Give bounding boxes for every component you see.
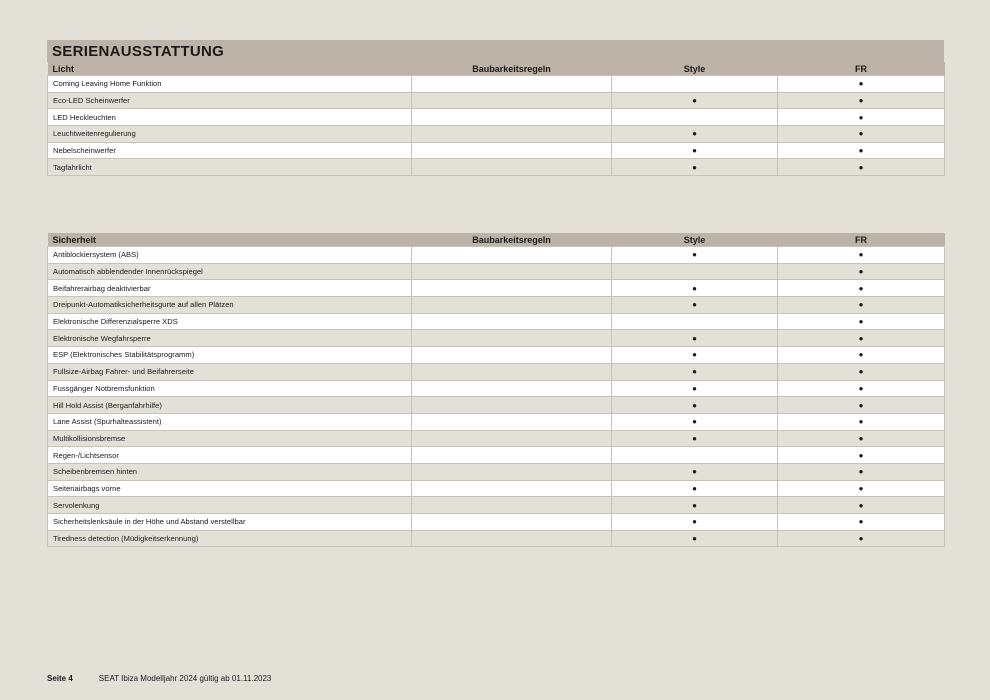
cell-text: Regen-/Lichtsensor — [53, 450, 119, 460]
style-cell — [612, 447, 778, 464]
column-header: Baubarkeitsregeln — [412, 62, 612, 76]
standard-dot-marker: ● — [858, 350, 864, 360]
fr-cell — [778, 380, 945, 397]
feature-name-cell — [48, 313, 412, 330]
cell-text: LED Heckleuchten — [53, 112, 116, 122]
standard-dot-marker: ● — [692, 433, 697, 443]
fr-cell — [778, 447, 945, 464]
style-cell — [612, 347, 778, 364]
feature-name-cell — [48, 463, 412, 480]
table-row — [48, 109, 945, 126]
standard-dot-marker: ● — [692, 300, 697, 310]
cell-text: Seitenairbags vorne — [53, 483, 121, 493]
rule-cell — [412, 480, 612, 497]
style-cell — [612, 142, 778, 159]
table-row — [48, 92, 945, 109]
fr-cell — [778, 413, 945, 430]
standard-dot-marker: ● — [692, 517, 697, 527]
table-header-row — [48, 233, 945, 247]
cell-text: Elektronische Differenzialsperre XDS — [53, 317, 178, 327]
style-cell — [612, 330, 778, 347]
cell-text: Elektronische Wegfahrsperre — [53, 333, 151, 343]
feature-name-cell — [48, 247, 412, 264]
rule-cell — [412, 447, 612, 464]
fr-cell — [778, 263, 945, 280]
table-row — [48, 126, 945, 143]
page-title: SERIENAUSSTATTUNG — [47, 40, 944, 62]
rule-cell — [412, 280, 612, 297]
cell-text: Automatisch abblendender Innenrückspiegel — [53, 267, 203, 277]
standard-dot-marker: ● — [858, 483, 864, 493]
cell-text: ESP (Elektronisches Stabilitätsprogramm) — [53, 350, 195, 360]
standard-dot-marker: ● — [858, 162, 864, 172]
rule-cell — [412, 397, 612, 414]
standard-dot-marker: ● — [858, 267, 864, 277]
style-cell — [612, 463, 778, 480]
standard-dot-marker: ● — [858, 534, 864, 544]
rule-cell — [412, 92, 612, 109]
fr-cell — [778, 109, 945, 126]
table-row — [48, 380, 945, 397]
table-row — [48, 313, 945, 330]
fr-cell — [778, 363, 945, 380]
fr-cell — [778, 330, 945, 347]
style-cell — [612, 297, 778, 314]
style-cell — [612, 280, 778, 297]
page-number: Seite 4 — [47, 674, 73, 683]
table-row — [48, 497, 945, 514]
fr-cell — [778, 347, 945, 364]
feature-name-cell — [48, 347, 412, 364]
standard-dot-marker: ● — [692, 350, 697, 360]
rule-cell — [412, 247, 612, 264]
rule-cell — [412, 514, 612, 531]
rule-cell — [412, 313, 612, 330]
standard-dot-marker: ● — [858, 250, 864, 260]
rule-cell — [412, 530, 612, 547]
table-row — [48, 514, 945, 531]
table-row — [48, 430, 945, 447]
fr-cell — [778, 397, 945, 414]
cell-text: Leuchtweitenregulierung — [53, 129, 136, 139]
table-row — [48, 530, 945, 547]
feature-name-cell — [48, 480, 412, 497]
feature-name-cell — [48, 447, 412, 464]
standard-dot-marker: ● — [692, 500, 697, 510]
table-row — [48, 142, 945, 159]
standard-dot-marker: ● — [858, 317, 864, 327]
cell-text: Tiredness detection (Müdigkeitserkennung) — [53, 534, 199, 544]
feature-name-cell — [48, 380, 412, 397]
feature-name-cell — [48, 109, 412, 126]
style-cell — [612, 313, 778, 330]
standard-dot-marker: ● — [858, 96, 864, 106]
footer — [47, 674, 271, 683]
style-cell — [612, 247, 778, 264]
style-cell — [612, 263, 778, 280]
fr-cell — [778, 497, 945, 514]
fr-cell — [778, 76, 945, 93]
standard-dot-marker: ● — [692, 400, 697, 410]
standard-dot-marker: ● — [692, 467, 697, 477]
fr-cell — [778, 280, 945, 297]
table-row — [48, 363, 945, 380]
cell-text: Beifahrerairbag deaktivierbar — [53, 283, 151, 293]
standard-dot-marker: ● — [858, 146, 864, 156]
rule-cell — [412, 413, 612, 430]
standard-dot-marker: ● — [858, 112, 864, 122]
standard-dot-marker: ● — [692, 146, 697, 156]
rule-cell — [412, 330, 612, 347]
standard-dot-marker: ● — [858, 433, 864, 443]
cell-text: Eco-LED Scheinwerfer — [53, 96, 130, 106]
sicherheit-section — [47, 233, 944, 547]
table-row — [48, 480, 945, 497]
rule-cell — [412, 126, 612, 143]
fr-cell — [778, 480, 945, 497]
rule-cell — [412, 430, 612, 447]
cell-text: Dreipunkt-Automatiksicherheitsgurte auf allen Plätzen — [53, 300, 234, 310]
cell-text: Fullsize-Airbag Fahrer- und Beifahrerseite — [53, 367, 194, 377]
column-header: Style — [612, 233, 778, 247]
rule-cell — [412, 159, 612, 176]
standard-dot-marker: ● — [692, 162, 697, 172]
feature-name-cell — [48, 430, 412, 447]
fr-cell — [778, 297, 945, 314]
feature-name-cell — [48, 497, 412, 514]
rule-cell — [412, 76, 612, 93]
rule-cell — [412, 263, 612, 280]
style-cell — [612, 497, 778, 514]
style-cell — [612, 159, 778, 176]
table-row — [48, 463, 945, 480]
standard-dot-marker: ● — [692, 250, 697, 260]
standard-dot-marker: ● — [692, 367, 697, 377]
cell-text: Coming Leaving Home Funktion — [53, 79, 162, 89]
rule-cell — [412, 363, 612, 380]
cell-text: Nebelscheinwerfer — [53, 146, 116, 156]
table-row — [48, 413, 945, 430]
standard-dot-marker: ● — [692, 534, 697, 544]
feature-name-cell — [48, 297, 412, 314]
standard-dot-marker: ● — [858, 333, 864, 343]
standard-dot-marker: ● — [858, 367, 864, 377]
table-row — [48, 447, 945, 464]
standard-dot-marker: ● — [692, 283, 697, 293]
column-header: Style — [612, 62, 778, 76]
table-row — [48, 397, 945, 414]
rule-cell — [412, 297, 612, 314]
standard-dot-marker: ● — [858, 500, 864, 510]
fr-cell — [778, 247, 945, 264]
style-cell — [612, 380, 778, 397]
footer-text: SEAT Ibiza Modelljahr 2024 gültig ab 01.11.2023 — [98, 674, 272, 683]
feature-name-cell — [48, 92, 412, 109]
fr-cell — [778, 313, 945, 330]
standard-dot-marker: ● — [858, 383, 864, 393]
feature-name-cell — [48, 159, 412, 176]
feature-name-cell — [48, 397, 412, 414]
cell-text: Lane Assist (Spurhalteassistent) — [53, 417, 162, 427]
fr-cell — [778, 159, 945, 176]
feature-name-cell — [48, 263, 412, 280]
table-row — [48, 347, 945, 364]
standard-dot-marker: ● — [858, 467, 864, 477]
cell-text: Multikollisionsbremse — [53, 433, 126, 443]
fr-cell — [778, 92, 945, 109]
style-cell — [612, 126, 778, 143]
feature-name-cell — [48, 514, 412, 531]
standard-dot-marker: ● — [692, 96, 697, 106]
cell-text: Antiblockiersystem (ABS) — [53, 250, 139, 260]
column-header: Licht — [48, 62, 412, 76]
licht-section — [47, 40, 944, 176]
rule-cell — [412, 497, 612, 514]
standard-dot-marker: ● — [692, 333, 697, 343]
table-row — [48, 76, 945, 93]
table-row — [48, 263, 945, 280]
fr-cell — [778, 463, 945, 480]
feature-name-cell — [48, 280, 412, 297]
column-header: Baubarkeitsregeln — [412, 233, 612, 247]
rule-cell — [412, 142, 612, 159]
cell-text: Hill Hold Assist (Berganfahrhilfe) — [53, 400, 162, 410]
standard-dot-marker: ● — [692, 129, 697, 139]
table-row — [48, 297, 945, 314]
table-row — [48, 330, 945, 347]
style-cell — [612, 76, 778, 93]
fr-cell — [778, 126, 945, 143]
table-header-row — [48, 62, 945, 76]
rule-cell — [412, 109, 612, 126]
standard-dot-marker: ● — [858, 283, 864, 293]
fr-cell — [778, 142, 945, 159]
sicherheit-table — [47, 233, 945, 547]
column-header: FR — [778, 233, 945, 247]
standard-dot-marker: ● — [692, 417, 697, 427]
standard-dot-marker: ● — [692, 483, 697, 493]
style-cell — [612, 430, 778, 447]
standard-dot-marker: ● — [692, 383, 697, 393]
feature-name-cell — [48, 142, 412, 159]
licht-table — [47, 62, 945, 176]
feature-name-cell — [48, 330, 412, 347]
table-row — [48, 159, 945, 176]
rule-cell — [412, 463, 612, 480]
style-cell — [612, 363, 778, 380]
rule-cell — [412, 380, 612, 397]
style-cell — [612, 397, 778, 414]
standard-dot-marker: ● — [858, 300, 864, 310]
feature-name-cell — [48, 126, 412, 143]
style-cell — [612, 480, 778, 497]
style-cell — [612, 109, 778, 126]
fr-cell — [778, 514, 945, 531]
column-header: Sicherheit — [48, 233, 412, 247]
style-cell — [612, 92, 778, 109]
style-cell — [612, 514, 778, 531]
feature-name-cell — [48, 530, 412, 547]
feature-name-cell — [48, 413, 412, 430]
standard-dot-marker: ● — [858, 129, 864, 139]
cell-text: Fussgänger Notbremsfunktion — [53, 383, 155, 393]
cell-text: Tagfahrlicht — [53, 162, 92, 172]
fr-cell — [778, 530, 945, 547]
column-header: FR — [778, 62, 945, 76]
table-row — [48, 280, 945, 297]
fr-cell — [778, 430, 945, 447]
standard-dot-marker: ● — [858, 79, 864, 89]
style-cell — [612, 530, 778, 547]
table-row — [48, 247, 945, 264]
cell-text: Servolenkung — [53, 500, 100, 510]
standard-dot-marker: ● — [858, 450, 864, 460]
cell-text: Scheibenbremsen hinten — [53, 467, 138, 477]
feature-name-cell — [48, 76, 412, 93]
cell-text: Sicherheitslenksäule in der Höhe und Abstand verstellbar — [53, 517, 246, 527]
standard-dot-marker: ● — [858, 400, 864, 410]
feature-name-cell — [48, 363, 412, 380]
style-cell — [612, 413, 778, 430]
standard-dot-marker: ● — [858, 517, 864, 527]
rule-cell — [412, 347, 612, 364]
standard-dot-marker: ● — [858, 417, 864, 427]
